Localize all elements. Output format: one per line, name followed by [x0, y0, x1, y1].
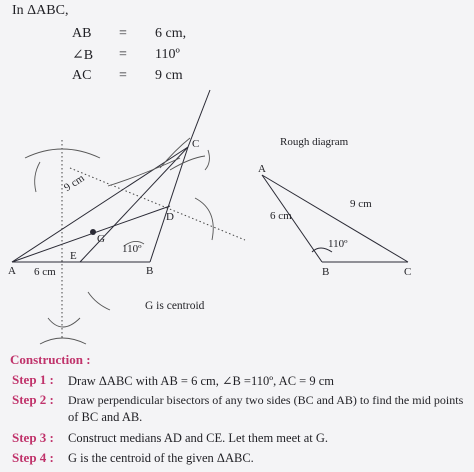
given-eq-1: = — [119, 26, 127, 41]
label-angle-b: 110º — [122, 243, 142, 255]
label-d: D — [166, 211, 174, 223]
label-e: E — [70, 250, 77, 262]
label-ac-length: 9 cm — [62, 172, 87, 195]
label-a: A — [8, 265, 16, 277]
label-c: C — [192, 138, 200, 150]
given-rhs-ab: 6 cm, — [155, 26, 187, 41]
centroid-caption: G is centroid — [145, 300, 205, 312]
step-2-text: Draw perpendicular bisectors of any two sides (BC and AB) to find the mid points — [68, 393, 464, 407]
arc-ab-bottom-2 — [40, 338, 86, 344]
label-b: B — [146, 265, 154, 277]
construction-heading: Construction : — [10, 352, 91, 367]
arc-bc-upper — [205, 150, 209, 170]
arc-b-bottom — [88, 292, 110, 310]
step-3-text: Construct medians AD and CE. Let them meet at G. — [68, 431, 329, 445]
given-intro: In ΔABC, — [12, 3, 69, 18]
step-2-label: Step 2 : — [12, 392, 54, 407]
label-g: G — [97, 233, 105, 245]
given-eq-3: = — [119, 68, 127, 83]
rough-label-a: A — [258, 163, 266, 175]
step-1-label: Step 1 : — [12, 372, 54, 387]
centroid-point — [90, 229, 96, 235]
given-eq-2: = — [119, 47, 127, 62]
label-ab-length: 6 cm — [34, 266, 56, 278]
given-lhs-ac: AC — [72, 68, 92, 83]
rough-label-b: B — [322, 266, 330, 278]
given-rhs-ac: 9 cm — [155, 68, 183, 83]
rough-label-angle-b: 110º — [328, 238, 348, 250]
rough-label-ab-length: 6 cm — [270, 210, 292, 222]
rough-diagram-title: Rough diagram — [280, 136, 349, 148]
given-lhs-angle-b: ∠B — [72, 48, 94, 63]
step-2-text-cont: of BC and AB. — [68, 410, 143, 424]
arc-left — [35, 162, 40, 192]
given-lhs-ab: AB — [72, 26, 92, 41]
step-4-text: G is the centroid of the given ΔABC. — [68, 451, 254, 465]
step-1-text: Draw ΔABC with AB = 6 cm, ∠B =110º, AC = 9 cm — [68, 374, 334, 388]
side-bc — [150, 147, 188, 262]
rough-label-ac-length: 9 cm — [350, 198, 372, 210]
given-rhs-angle-b: 110º — [155, 47, 180, 62]
arc-ab-bottom — [48, 318, 80, 327]
step-4-label: Step 4 : — [12, 450, 54, 465]
arc-through-ac — [108, 158, 180, 186]
rough-label-c: C — [404, 266, 412, 278]
arc-bc-lower — [195, 198, 213, 240]
step-3-label: Step 3 : — [12, 430, 54, 445]
arc-small-c — [170, 156, 205, 170]
